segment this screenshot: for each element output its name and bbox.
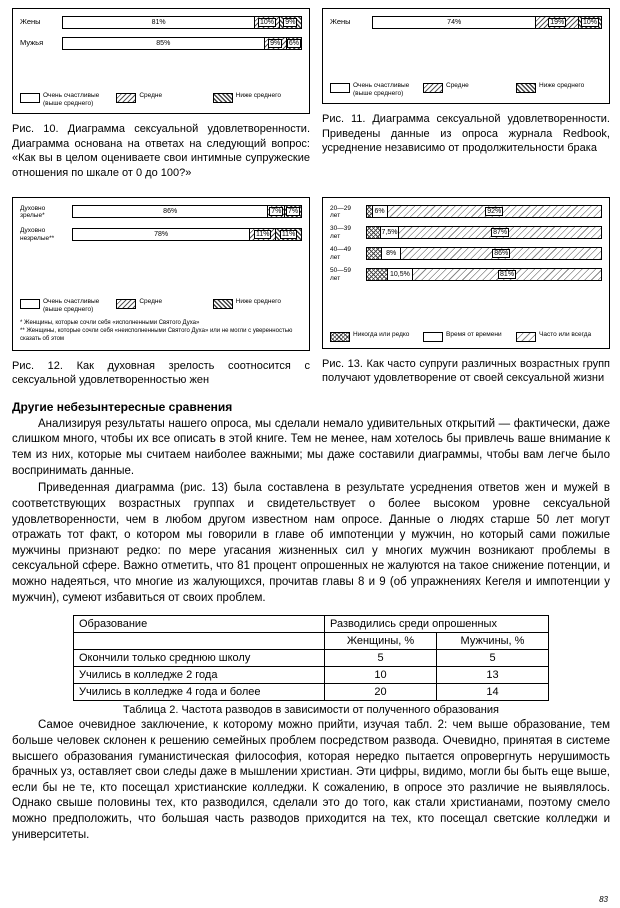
segment-value-label: 7,5%	[381, 229, 398, 237]
bar-row	[330, 205, 602, 220]
figure-13-chart	[322, 197, 610, 349]
legend-label: Ниже среднего	[235, 92, 281, 100]
legend-label: Средне	[446, 82, 469, 90]
segment-value-label: 78%	[154, 231, 169, 239]
table-caption: Таблица 2. Частота разводов в зависимости от полученного образования	[123, 704, 499, 717]
legend-swatch-white	[20, 299, 40, 309]
legend-label: Очень счастливые (выше среднего)	[353, 82, 410, 97]
segment-value-label: 10,5%	[389, 271, 410, 279]
bar-row	[330, 246, 602, 261]
bar-category-label: 20—29 лет	[330, 204, 351, 219]
bar-category-label: Мужья	[20, 38, 44, 48]
stacked-bar	[366, 205, 602, 218]
segment-value-label: 7%	[271, 208, 282, 216]
chart-legend	[330, 325, 602, 342]
row-men-value: 5	[437, 650, 549, 667]
figure-11-caption: Рис. 11. Диаграмма сексуальной удовлетворенности. Приведены данные из опроса журнала Redbook, усреднение независимо от продолжительности брака	[322, 113, 610, 155]
table-header-row	[74, 616, 549, 633]
legend-item	[330, 82, 416, 97]
legend-item	[423, 331, 509, 342]
segment-value-label: 81%	[151, 19, 166, 26]
segment-value-label: 92%	[487, 208, 502, 216]
segment-value-label: 86%	[163, 208, 178, 216]
legend-item	[516, 82, 602, 97]
stacked-bar	[366, 268, 602, 281]
chart-legend	[20, 292, 302, 313]
legend-label: Очень счастливые (выше среднего)	[43, 92, 100, 107]
segment-value-label: 8%	[386, 250, 397, 258]
legend-swatch-diag	[116, 299, 136, 309]
table-header-education: Образование	[74, 616, 325, 633]
legend-label: Ниже среднего	[235, 298, 281, 306]
bar-row	[330, 267, 602, 282]
bar-category-label: 30—39 лет	[330, 225, 351, 240]
legend-swatch-cross	[330, 332, 350, 342]
segment-value-label: 10%	[259, 19, 274, 26]
figure-10-caption: Рис. 10. Диаграмма сексуальной удовлетворенности. Диаграмма основана на ответах на следующий вопрос: «Как вы в целом оцениваете свои интимные супружеские отношения по шкале от 0 до 100?»	[12, 123, 310, 179]
bar-segment	[367, 269, 387, 280]
legend-swatch-dense	[213, 93, 233, 103]
figure-12-chart	[12, 197, 310, 351]
bar-category-label: Духовно зрелые*	[20, 204, 46, 219]
bar-segment	[387, 206, 601, 217]
bar-row	[330, 225, 602, 240]
legend-item	[213, 92, 302, 107]
segment-value-label: 9%	[270, 40, 281, 47]
legend-item	[330, 331, 416, 342]
legend-label: Ниже среднего	[539, 82, 585, 90]
bar-segment	[381, 248, 401, 259]
bar-segment	[286, 38, 301, 49]
bar-segment	[380, 227, 398, 238]
bar-segment	[73, 206, 267, 217]
bar-segment	[284, 206, 301, 217]
legend-swatch-dense	[516, 83, 536, 93]
bar-segment	[254, 17, 279, 28]
chart-footnotes	[20, 320, 302, 343]
chart-legend	[20, 86, 302, 107]
stacked-bar	[72, 205, 302, 218]
bar-segment	[264, 38, 286, 49]
bar-segment	[249, 229, 275, 240]
row-label: Учились в колледже 4 года и более	[74, 684, 325, 701]
legend-item	[116, 92, 205, 107]
legend-item	[116, 298, 205, 313]
segment-value-label: 10%	[583, 19, 598, 26]
segment-value-label: 81%	[500, 271, 515, 279]
bar-segment	[372, 206, 387, 217]
bar-segment	[400, 248, 601, 259]
fig12-bars	[20, 205, 302, 251]
legend-label: Средне	[139, 298, 163, 306]
legend-swatch-diag	[423, 83, 443, 93]
bar-segment	[535, 17, 578, 28]
bar-row	[20, 16, 302, 29]
row-women-value: 20	[325, 684, 437, 701]
bar-category-label: Духовно незрелые**	[20, 227, 55, 242]
bar-row	[20, 227, 302, 242]
table-row	[74, 684, 549, 701]
segment-value-label: 85%	[156, 40, 171, 47]
legend-swatch-white	[330, 83, 350, 93]
divorce-table	[73, 615, 549, 701]
legend-label: Часто или всегда	[539, 330, 592, 338]
legend-item	[516, 331, 602, 342]
fig13-bars	[330, 205, 602, 289]
legend-swatch-diag	[116, 93, 136, 103]
chart-legend	[330, 76, 602, 97]
bar-segment	[412, 269, 601, 280]
table-row	[74, 667, 549, 684]
fig11-bars	[330, 16, 602, 37]
legend-swatch-dense	[213, 299, 233, 309]
fig10-bars	[20, 16, 302, 58]
legend-item	[20, 298, 109, 313]
bar-segment	[367, 248, 381, 259]
bar-segment	[367, 227, 380, 238]
bar-category-label: 40—49 лет	[330, 246, 351, 261]
stacked-bar	[72, 228, 302, 241]
figures-grid	[12, 8, 610, 388]
bar-category-label: Жены	[330, 17, 351, 27]
bar-row	[330, 16, 602, 29]
stacked-bar	[372, 16, 602, 29]
table-subheader-row	[74, 633, 549, 650]
bar-segment	[63, 38, 264, 49]
table-header-men: Мужчины, %	[437, 633, 549, 650]
row-label: Учились в колледже 2 года	[74, 667, 325, 684]
segment-value-label: 11%	[281, 231, 296, 239]
stacked-bar	[366, 226, 602, 239]
figure-10	[12, 8, 310, 181]
bar-segment	[73, 229, 249, 240]
row-women-value: 5	[325, 650, 437, 667]
legend-label: Средне	[139, 92, 163, 100]
stacked-bar	[62, 37, 302, 50]
section-heading: Другие небезынтересные сравнения	[12, 399, 233, 414]
figure-11	[322, 8, 610, 181]
bar-category-label: Жены	[20, 17, 41, 27]
segment-value-label: 87%	[493, 229, 508, 237]
legend-item	[20, 92, 109, 107]
bar-segment	[267, 206, 284, 217]
figure-11-chart	[322, 8, 610, 104]
legend-item	[423, 82, 509, 97]
chart-footnote: * Женщины, которые сочли себя «исполненными Святого Духа»	[20, 320, 200, 327]
figure-13	[322, 197, 610, 388]
segment-value-label: 74%	[447, 19, 462, 26]
figure-13-caption: Рис. 13. Как часто супруги различных возрастных групп получают удовлетворение от своей сексуальной жизни	[322, 357, 610, 385]
row-women-value: 10	[325, 667, 437, 684]
figure-10-chart	[12, 8, 310, 114]
table-header-divorced: Разводились среди опрошенных	[325, 616, 549, 633]
segment-value-label: 11%	[255, 231, 270, 239]
bar-segment	[387, 269, 412, 280]
segment-value-label: 7%	[288, 208, 299, 216]
legend-swatch-lightdiag	[516, 332, 536, 342]
bar-segment	[275, 229, 301, 240]
table-header-women: Женщины, %	[325, 633, 437, 650]
row-men-value: 13	[437, 667, 549, 684]
stacked-bar	[62, 16, 302, 29]
segment-value-label: 86%	[494, 250, 509, 258]
bar-row	[20, 37, 302, 50]
bar-segment	[279, 17, 301, 28]
paragraph-2: Приведенная диаграмма (рис. 13) была составлена в результате усреднения ответов жен и мужей в соответствующих возрастных группах и свидетельствует о более высоком уровне сексуальной удовлетворенности, чем в любом другом известном нам опросе. Данные о людях старше 50 лет могут отражать тот факт, о котором мы говорили в главе об импотенции у мужчин, но который сами пожилые мужчины признают редко: по мере угасания жизненных сил у многих мужчин возникают проблемы в сексуальной сфере. Важно отметить, что 81 процент опрошенных не жалуются на такое снижение потенции, и можно надеяться, что многие из жалующихся, прочитав главы 8 и 9 (об упражнениях Кегеля и импотенции у мужчин), сумеют избавиться от своих проблем.	[12, 482, 610, 604]
paragraph-3: Самое очевидное заключение, к которому можно прийти, изучая табл. 2: чем выше образование, тем больше человек склонен к решению семейных проблем посредством развода. Очевидно, принятая в системе высшего образования гуманистическая философия, которая нередко пытается опровергнуть нерушимость брачных уз, оставляет свои следы даже в мышлении христиан. Эти цифры, видимо, могли бы быть еще выше, если бы не те, кто посещал христианские колледжи. К сожалению, в опросе это различие не выявлялось. Однако свыше половины тех, кто разводился, сделали это до того, как стали христианами, поэтому смело можно предположить, что большая часть разводов приходится на тех, кто посещал светские колледжи и университеты.	[12, 719, 610, 841]
figure-12-caption: Рис. 12. Как духовная зрелость соотносится с сексуальной удовлетворенностью жен	[12, 359, 310, 387]
bar-segment	[398, 227, 601, 238]
chart-footnote: ** Женщины, которые сочли себя «неисполненными Святого Духа» или не могли с уверенностью сказать об этом	[20, 327, 293, 342]
page-number: 83	[599, 895, 608, 904]
table-row	[74, 650, 549, 667]
legend-label: Очень счастливые (выше среднего)	[43, 298, 100, 313]
legend-swatch-white	[20, 93, 40, 103]
bar-segment	[63, 17, 254, 28]
legend-label: Никогда или редко	[353, 330, 410, 338]
segment-value-label: 6%	[288, 40, 299, 47]
row-men-value: 14	[437, 684, 549, 701]
segment-value-label: 9%	[285, 19, 296, 26]
figure-12	[12, 197, 310, 388]
row-label: Окончили только среднюю школу	[74, 650, 325, 667]
bar-row	[20, 205, 302, 220]
bar-segment	[373, 17, 535, 28]
paragraph-1: Анализируя результаты нашего опроса, мы сделали немало удивительных открытий — фактически, даже слишком много, чтобы их все описать в этой книге. Тем не менее, нам хотелось бы привлечь ваше внимание к тем из них, которые мы считаем наиболее важными; мы даже составили диаграммы, чтобы вам легче было воспринимать данные.	[12, 417, 610, 477]
segment-value-label: 19%	[550, 19, 565, 26]
legend-swatch-white	[423, 332, 443, 342]
segment-value-label: 6%	[374, 208, 385, 216]
legend-label: Время от времени	[446, 330, 502, 338]
table-empty-cell	[74, 633, 325, 650]
legend-item	[213, 298, 302, 313]
bar-segment	[578, 17, 601, 28]
stacked-bar	[366, 247, 602, 260]
bar-category-label: 50—59 лет	[330, 267, 351, 282]
